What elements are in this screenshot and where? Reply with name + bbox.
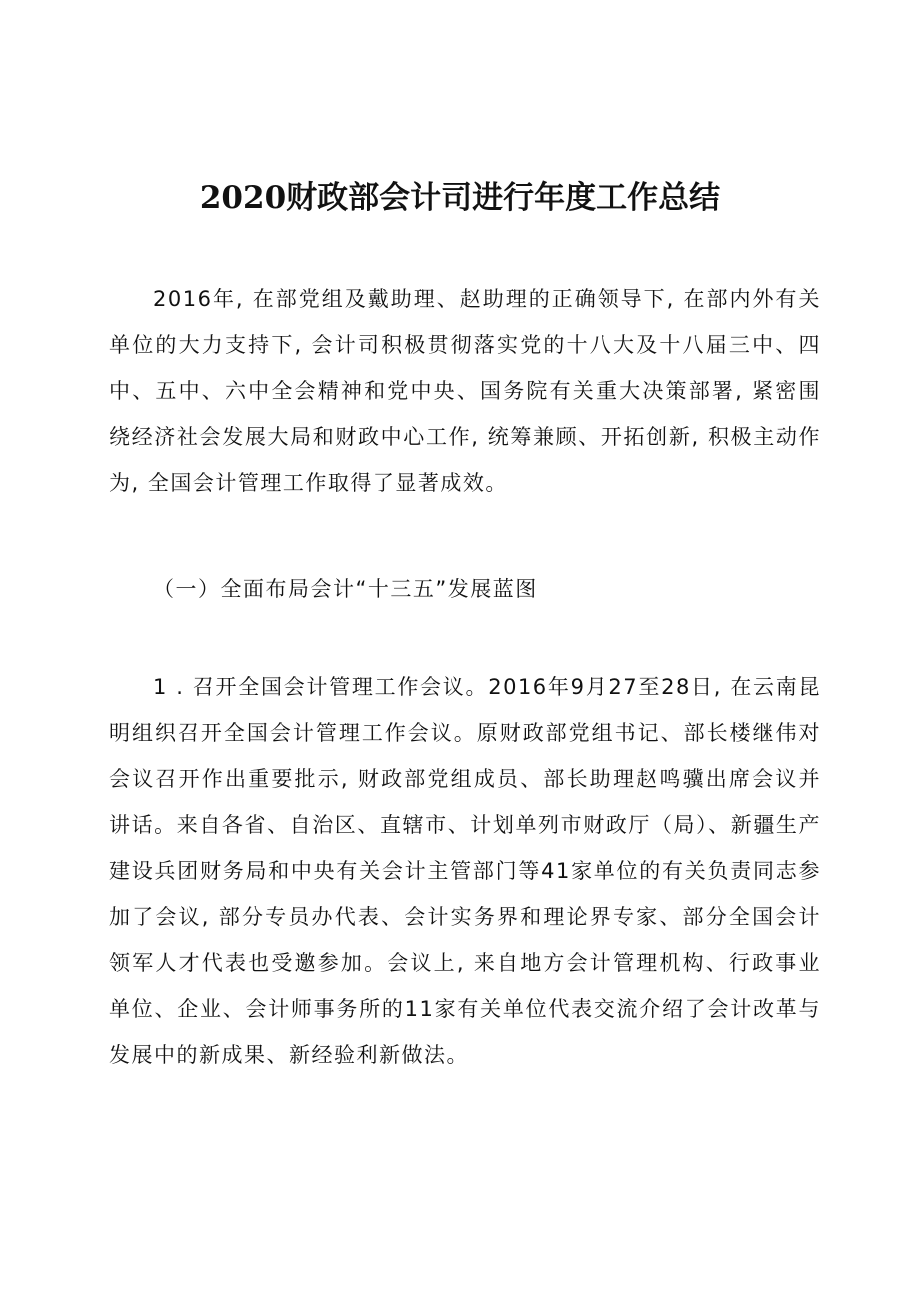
intro-paragraph: 2016年, 在部党组及戴助理、赵助理的正确领导下, 在部内外有关单位的大力支持下, 会计司积极贯彻落实党的十八大及十八届三中、四中、五中、六中全会精神和党中央、国务院有关重大决策部署, 紧密围绕经济社会发展大局和财政中心工作, 统筹兼顾、开拓创新, 积极主动作为, 全国会计管理工作取得了显著成效。 xyxy=(109,287,821,495)
body-paragraph: 1 . 召开全国会计管理工作会议。2016年9月27至28日, 在云南昆明组织召开全国会计管理工作会议。原财政部党组书记、部长楼继伟对会议召开作出重要批示, 财政部党组成员、部长助理赵鸣骥出席会议并讲话。来自各省、自治区、直辖市、计划单列市财政厅（局）、新疆生产建设兵团财务局和中央有关会计主管部门等41家单位的有关负责同志参加了会议, 部分专员办代表、会计实务界和理论界专家、部分全国会计领军人才代表也受邀参加。会议上, 来自地方会计管理机构、行政事业单位、企业、会计师事务所的11家有关单位代表交流介绍了会计改革与发展中的新成果、新经验利新做法。 xyxy=(109,675,821,1067)
document-title: 2020财政部会计司进行年度工作总结 xyxy=(199,180,721,216)
section-heading: （一）全面布局会计“十三五”发展蓝图 xyxy=(153,577,538,601)
